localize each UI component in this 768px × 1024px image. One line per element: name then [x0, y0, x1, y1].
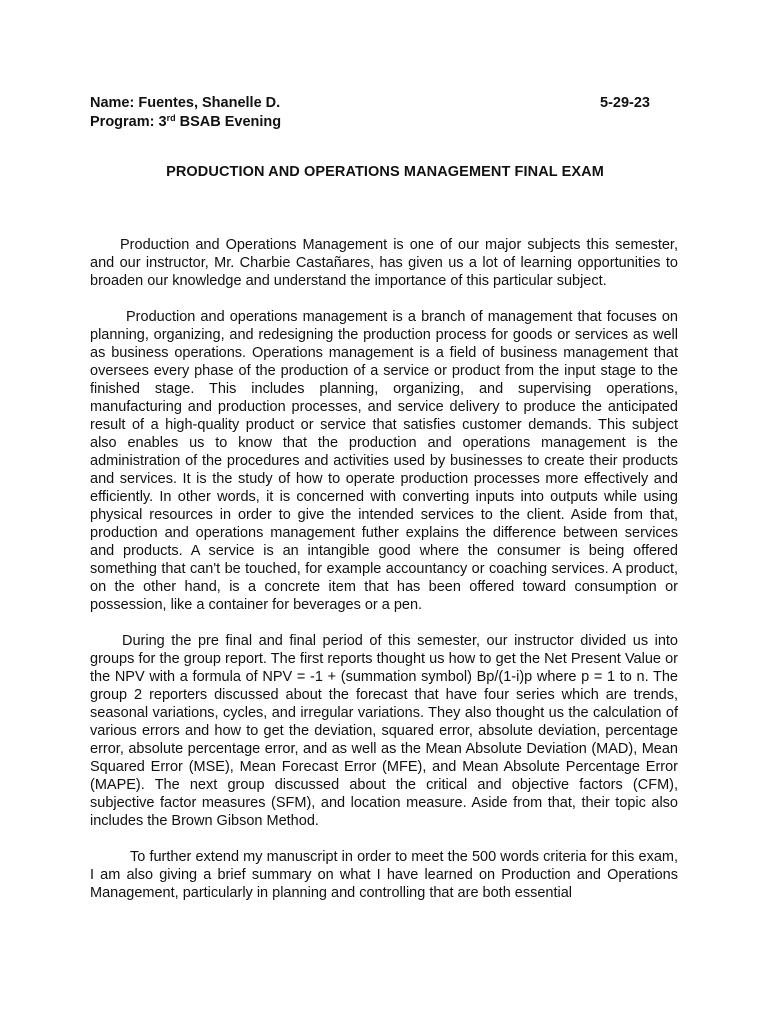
document-title: PRODUCTION AND OPERATIONS MANAGEMENT FINAL EXAM	[166, 164, 604, 180]
paragraph-text: Production and operations management is a branch of management that focuses on planning, organizing, and redesigning the production process for goods or services as well as business operations. Operations management is a field of business management that oversees every phase of the production of a service or product from the input stage to the finished stage. This includes planning, organizing, and supervising operations, manufacturing and production processes, and service delivery to produce the anticipated result of a high-quality product or service that satisfies customer demands. This subject also enables us to know that the production and operations management is the administration of the procedures and activities used by businesses to create their products and services. It is the study of how to operate production processes more effectively and efficiently. In other words, it is concerned with converting inputs into outputs while using physical resources in order to give the intended services to the client. Aside from that, production and operations management futher explains the difference between services and products. A service is an intangible good where the consumer is being offered something that can't be touched, for example accountancy or coaching services. A product, on the other hand, is a concrete item that has been offered toward consumption or possession, like a container for beverages or a pen.	[90, 309, 678, 613]
document-body	[90, 236, 678, 920]
document-header	[90, 94, 650, 132]
program-prefix: Program: 3	[90, 114, 167, 130]
program-row	[90, 113, 650, 132]
paragraph	[90, 632, 678, 830]
paragraph-text: During the pre final and final period of this semester, our instructor divided us into groups for the group report. The first reports thought us how to get the Net Present Value or the NPV with a formula of NPV = -1 + (summation symbol) Bp/(1-i)p where p = 1 to n. The group 2 reporters discussed about the forecast that have four series which are trends, seasonal variations, cycles, and irregular variations. They also thought us the calculation of various errors and how to get the deviation, squared error, absolute deviation, percentage error, absolute percentage error, and as well as the Mean Absolute Deviation (MAD), Mean Squared Error (MSE), Mean Forecast Error (MFE), and Mean Absolute Percentage Error (MAPE). The next group discussed about the critical and objective factors (CFM), subjective factor measures (SFM), and location measure. Aside from that, their topic also includes the Brown Gibson Method.	[90, 633, 678, 829]
program-suffix: BSAB Evening	[175, 114, 282, 130]
program-line	[90, 113, 281, 132]
student-name: Name: Fuentes, Shanelle D.	[90, 95, 281, 111]
paragraph-text: To further extend my manuscript in order to meet the 500 words criteria for this exam, I am also giving a brief summary on what I have learned on Production and Operations Management, particularly in planning and controlling that are both essential	[90, 849, 678, 901]
paragraph	[90, 236, 678, 290]
name-row	[90, 94, 650, 113]
paragraph	[90, 848, 678, 902]
paragraph-text: Production and Operations Management is one of our major subjects this semester, and our instructor, Mr. Charbie Castañares, has given us a lot of learning opportunities to broaden our knowledge and understand the importance of this particular subject.	[90, 237, 678, 289]
program-superscript: rd	[166, 113, 176, 123]
paragraph	[90, 308, 678, 614]
exam-date: 5-29-23	[600, 95, 650, 111]
